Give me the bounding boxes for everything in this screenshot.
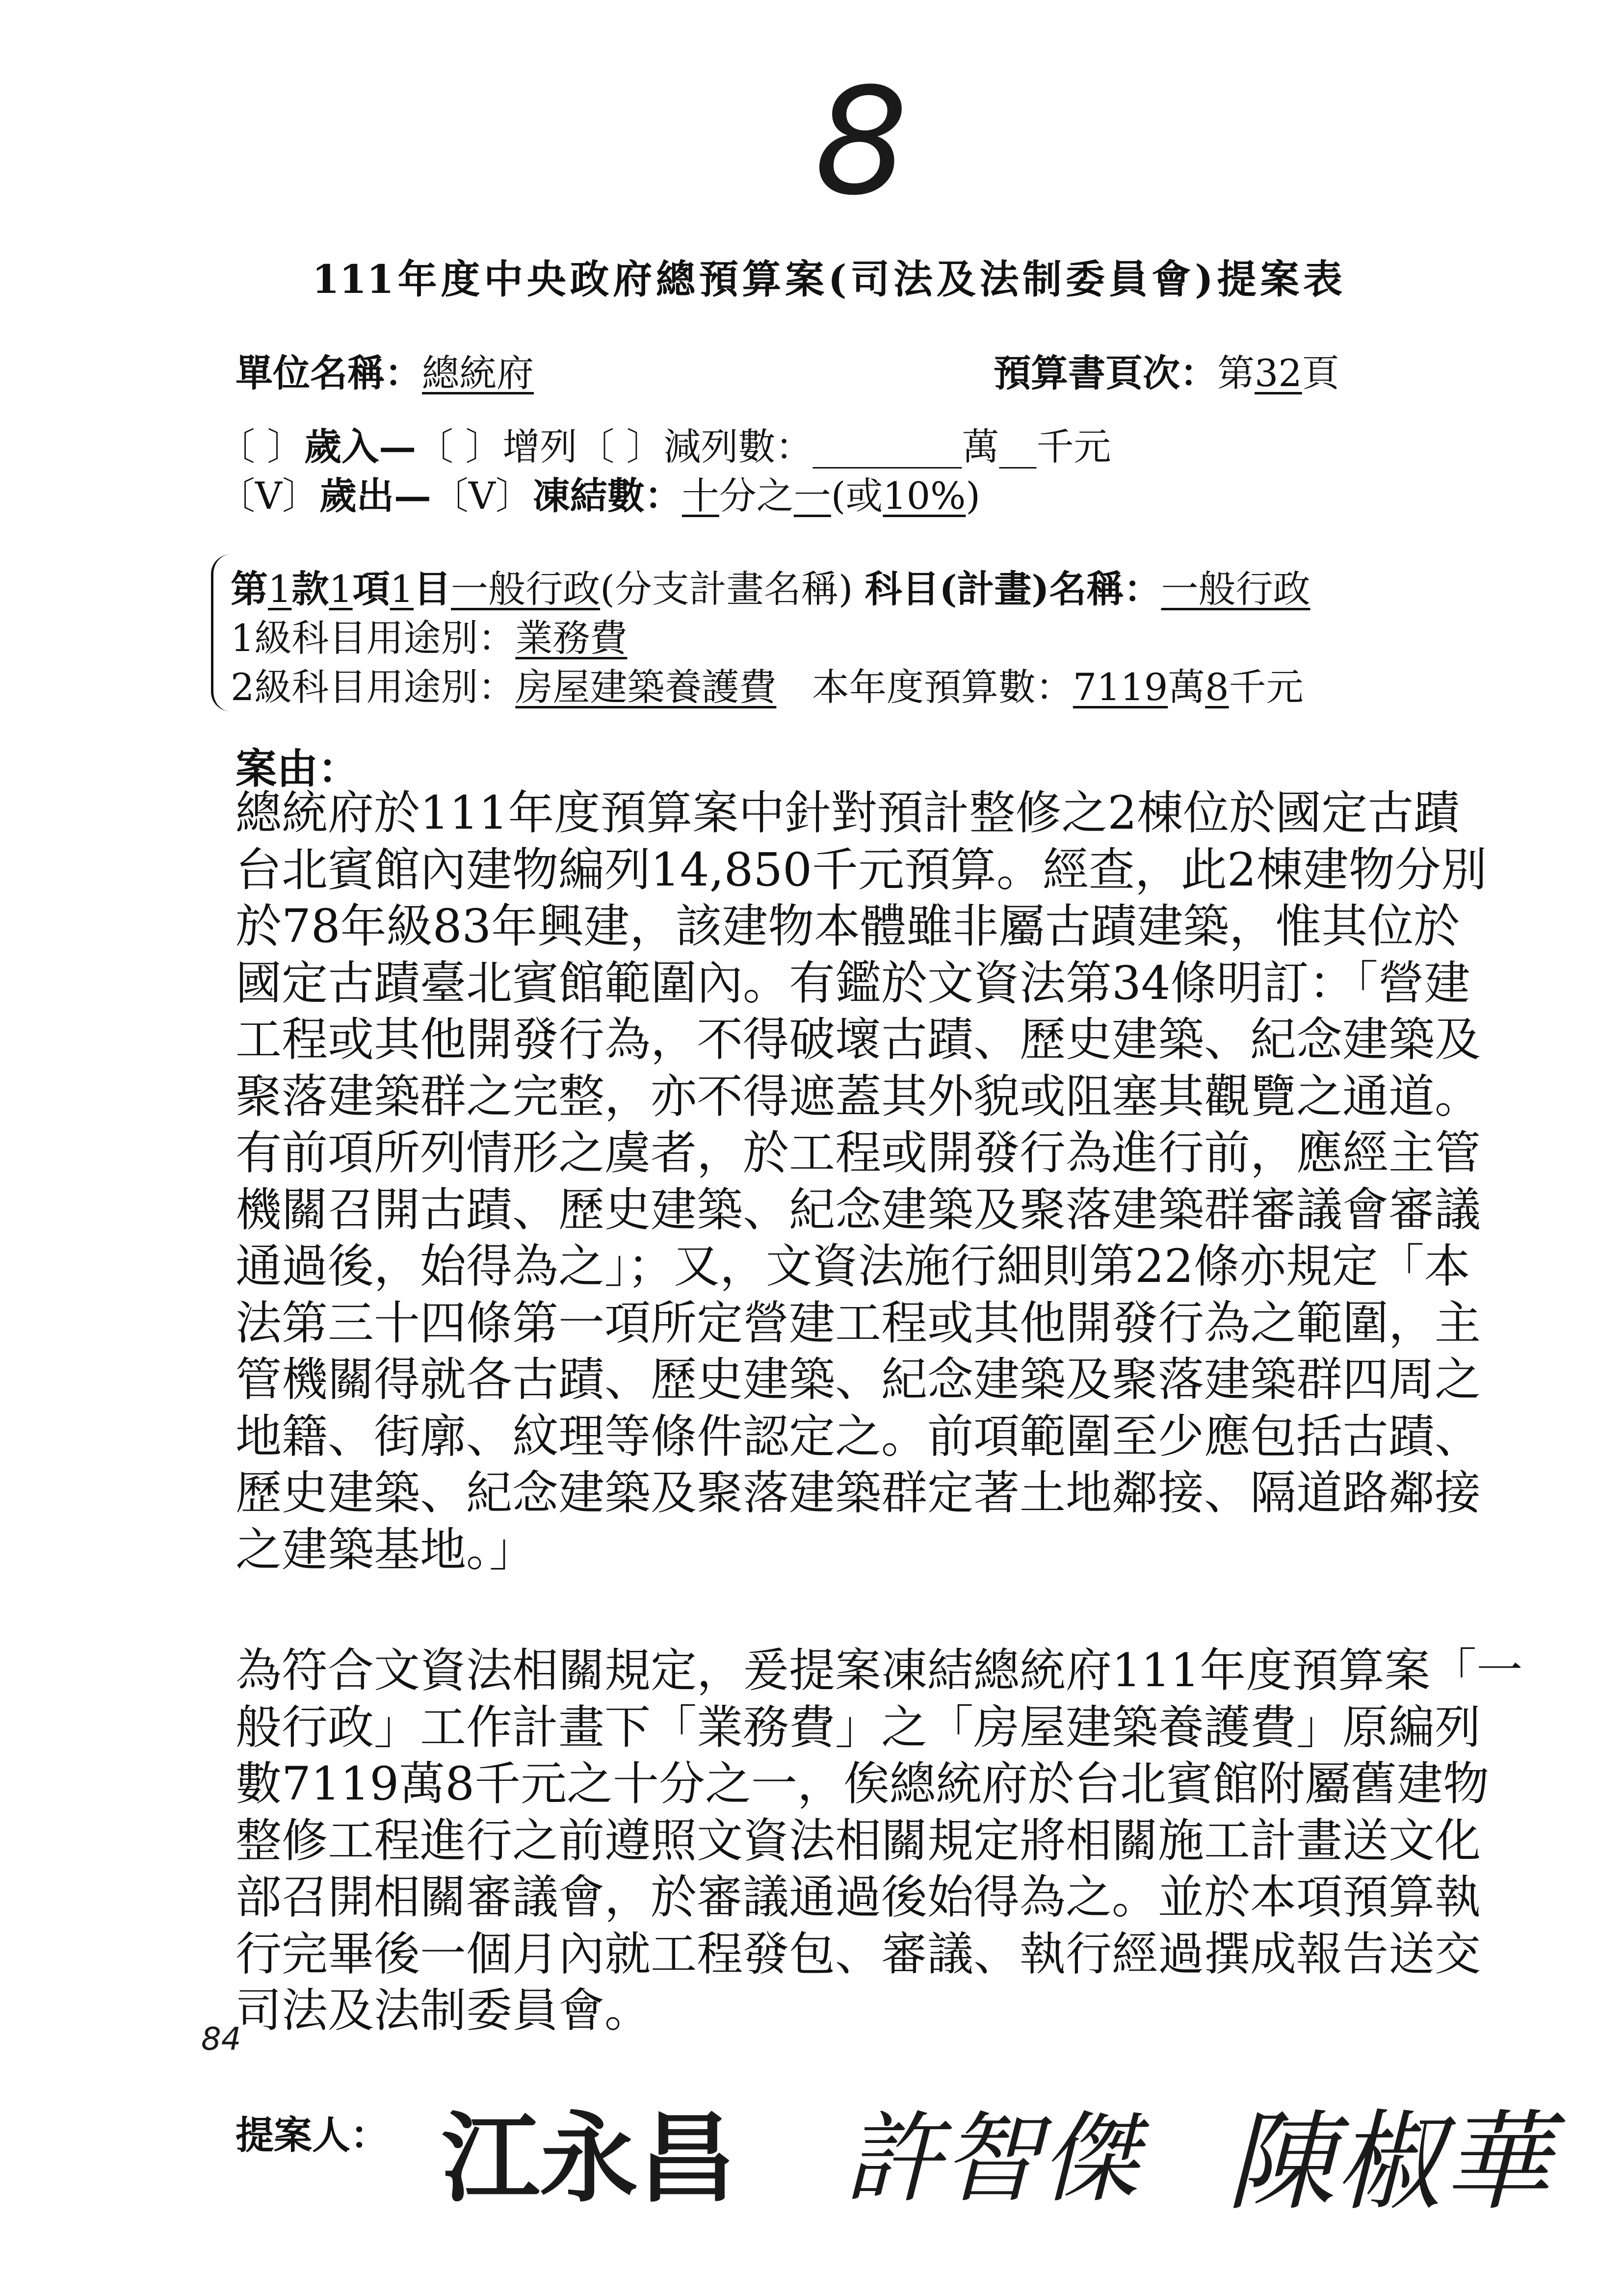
paragraph-line: 之建築基地。」 bbox=[236, 1523, 536, 1577]
paragraph-line: 般行政」工作計畫下「業務費」之「房屋建築養護費」原編列 bbox=[236, 1700, 1481, 1754]
fraction-mid: 分之 bbox=[719, 474, 794, 518]
kuan-value: 1 bbox=[268, 567, 292, 611]
subject-label: 科目(計畫)名稱： bbox=[864, 567, 1161, 611]
budget-page-label: 預算書頁次： bbox=[994, 351, 1217, 395]
paragraph-line: 司法及法制委員會。 bbox=[236, 1984, 651, 2037]
expense-label: 歲出— bbox=[319, 474, 431, 518]
wan-label: 萬 bbox=[1168, 665, 1205, 709]
revenue-label: 歲入— bbox=[304, 425, 417, 469]
paragraph-line: 國定古蹟臺北賓館範圍內。有鑑於文資法第34條明訂：「營建 bbox=[236, 956, 1470, 1010]
paragraph-line: 於78年級83年興建，該建物本體雖非屬古蹟建築，惟其位於 bbox=[236, 900, 1460, 953]
budget-label: 本年度預算數： bbox=[812, 665, 1073, 709]
fraction-numerator: 一 bbox=[793, 474, 831, 518]
paragraph-line: 總統府於111年度預算案中針對預計整修之2棟位於國定古蹟 bbox=[236, 786, 1460, 840]
budget-page-row bbox=[994, 343, 1339, 397]
account-line-3 bbox=[231, 657, 1304, 711]
level2-label: 2級科目用途別： bbox=[231, 665, 516, 709]
decrease-label: 減列數： bbox=[663, 425, 813, 469]
paragraph-line: 管機關得就各古蹟、歷史建築、紀念建築及聚落建築群四周之 bbox=[236, 1353, 1481, 1407]
account-line-1 bbox=[231, 559, 1310, 613]
freeze-label: 凍結數： bbox=[532, 474, 682, 518]
wan-label: 萬 bbox=[962, 425, 999, 469]
proposer-label: 提案人： bbox=[236, 2113, 389, 2158]
revenue-line bbox=[218, 417, 1111, 470]
freeze-checkbox: 〔V〕 bbox=[431, 474, 533, 518]
signature-3-text: 陳椒華 bbox=[1227, 2099, 1551, 2225]
paragraph-line: 通過後，始得為之」；又，文資法施行細則第22條亦規定「本 bbox=[236, 1240, 1470, 1293]
paragraph-line: 部召開相關審議會，於審議通過後始得為之。並於本項預算執 bbox=[236, 1871, 1481, 1924]
kuan-prefix: 第 bbox=[231, 567, 268, 611]
paragraph-line: 為符合文資法相關規定，爰提案凍結總統府111年度預算案「一 bbox=[236, 1644, 1523, 1697]
xiang-label: 項 bbox=[352, 567, 390, 611]
paragraph-line: 法第三十四條第一項所定營建工程或其他開發行為之範圍，主 bbox=[236, 1296, 1481, 1350]
paragraph-line: 台北賓館內建物編列14,850千元預算。經查，此2棟建物分別 bbox=[236, 843, 1487, 897]
budget-page-number: 32 bbox=[1255, 351, 1302, 395]
qian-label: 千元 bbox=[1229, 665, 1304, 709]
expense-line bbox=[218, 466, 980, 520]
unit-value: 總統府 bbox=[422, 351, 534, 395]
account-line-2 bbox=[231, 608, 627, 662]
freeze-percent: 10% bbox=[883, 474, 966, 518]
paragraph-line: 工程或其他開發行為，不得破壞古蹟、歷史建築、紀念建築及 bbox=[236, 1013, 1481, 1067]
level1-value: 業務費 bbox=[515, 616, 628, 660]
paragraph-line: 整修工程進行之前遵照文資法相關規定將相關施工計畫送文化 bbox=[236, 1814, 1481, 1868]
increase-label: 增列 bbox=[502, 425, 577, 469]
subject-name: 一般行政 bbox=[1161, 567, 1310, 611]
budget-page-prefix: 第 bbox=[1217, 351, 1255, 395]
level2-value: 房屋建築養護費 bbox=[515, 665, 777, 709]
fraction-denominator: 十 bbox=[681, 474, 719, 518]
paragraph-line: 數7119萬8千元之十分之一，俟總統府於台北賓館附屬舊建物 bbox=[236, 1757, 1490, 1811]
mu-label: 目 bbox=[414, 567, 451, 611]
paragraph-line: 行完畢後一個月內就工程發包、審議、執行經過撰成報告送交 bbox=[236, 1927, 1481, 1981]
paragraph-line: 歷史建築、紀念建築及聚落建築群定著土地鄰接、隔道路鄰接 bbox=[236, 1466, 1481, 1520]
program-note: (分支計畫名稱) bbox=[600, 567, 853, 611]
reason-heading: 案由： bbox=[236, 744, 360, 793]
increase-checkbox: 〔 〕 bbox=[416, 425, 503, 469]
account-bracket bbox=[211, 554, 233, 711]
level1-label: 1級科目用途別： bbox=[231, 616, 516, 660]
handwritten-page-number: 8 bbox=[814, 56, 908, 228]
mu-value: 1 bbox=[390, 567, 414, 611]
margin-note: 84 bbox=[201, 2021, 241, 2058]
budget-page-suffix: 頁 bbox=[1302, 351, 1339, 395]
signature-1-text: 江永昌 bbox=[442, 2102, 736, 2216]
paren-open: (或 bbox=[831, 474, 883, 518]
budget-wan: 7119 bbox=[1073, 665, 1168, 709]
program-name: 一般行政 bbox=[451, 567, 601, 611]
kuan-label: 款 bbox=[291, 567, 329, 611]
qian-blank: __ bbox=[999, 425, 1037, 469]
expense-checkbox: 〔V〕 bbox=[218, 474, 319, 518]
document-title: 111年度中央政府總預算案(司法及法制委員會)提案表 bbox=[312, 256, 1342, 302]
signature-3 bbox=[1227, 2075, 1550, 2230]
decrease-checkbox: 〔 〕 bbox=[577, 425, 664, 469]
budget-qian: 8 bbox=[1205, 665, 1229, 709]
xiang-value: 1 bbox=[329, 567, 353, 611]
paren-close: ) bbox=[966, 474, 981, 518]
paragraph-line: 機關召開古蹟、歷史建築、紀念建築及聚落建築群審議會審議 bbox=[236, 1183, 1481, 1237]
signature-1 bbox=[442, 2080, 736, 2221]
signature-2 bbox=[844, 2080, 1138, 2221]
unit-label: 千元 bbox=[1036, 425, 1111, 469]
revenue-checkbox: 〔 〕 bbox=[218, 425, 305, 469]
paragraph-line: 聚落建築群之完整，亦不得遮蓋其外貌或阻塞其觀覽之通道。 bbox=[236, 1070, 1481, 1123]
paragraph-line: 有前項所列情形之虞者，於工程或開發行為進行前，應經主管 bbox=[236, 1126, 1481, 1180]
paragraph-line: 地籍、街廓、紋理等條件認定之。前項範圍至少應包括古蹟、 bbox=[236, 1409, 1481, 1463]
amount-blank: ________ bbox=[812, 425, 962, 469]
unit-row bbox=[236, 343, 534, 397]
signature-2-text: 許智傑 bbox=[844, 2102, 1139, 2216]
unit-label: 單位名稱： bbox=[236, 351, 422, 395]
